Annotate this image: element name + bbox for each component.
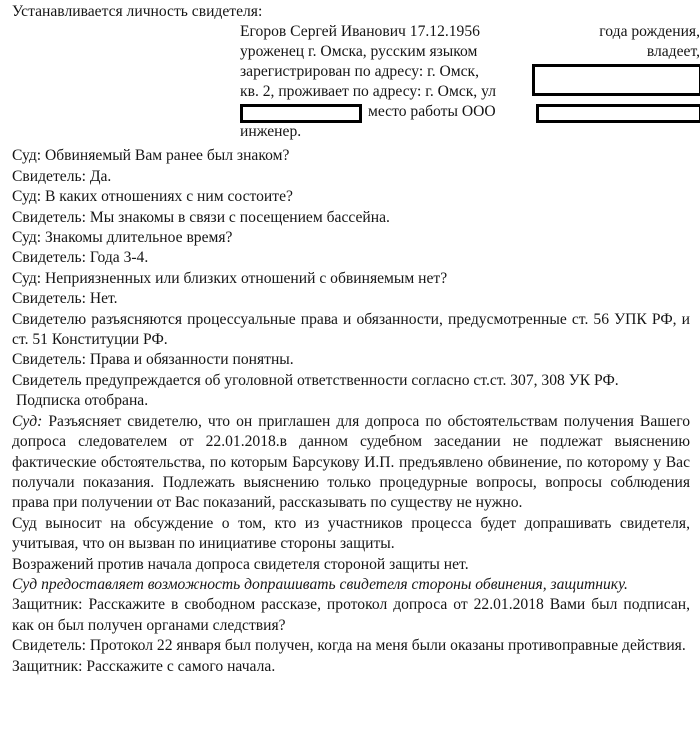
court-grants-paragraph: Суд предоставляет возможность допрашивать свидетеля стороны обвинения, защитнику.	[12, 575, 628, 593]
dialog-line-5: Суд: Знакомы длительное время?	[12, 229, 233, 247]
discussion-paragraph: Суд выносит на обсуждение о том, кто из участников процесса будет допрашивать свидетеля, учитывая, что он вызван по инициативе стороны защиты.	[12, 514, 690, 553]
court-explains-label: Суд:	[12, 412, 43, 430]
witness-info-block	[240, 22, 700, 146]
redaction-box-address	[532, 64, 700, 96]
witness-info-line-1: Егоров Сергей Иванович 17.12.1956	[240, 23, 480, 41]
dialog-line-6: Свидетель: Года 3-4.	[12, 249, 149, 267]
defender-question-2: Защитник: Расскажите с самого начала.	[12, 657, 276, 675]
court-explains-paragraph	[12, 412, 690, 514]
no-objections-line: Возражений против начала допроса свидетеля стороной защиты нет.	[12, 555, 469, 573]
dialog-line-2: Свидетель: Да.	[12, 167, 112, 185]
redaction-box-street	[240, 104, 362, 123]
redaction-box-employer	[536, 104, 700, 123]
witness-info-line-3: зарегистрирован по адресу: г. Омск,	[240, 63, 480, 81]
dialog-line-8: Свидетель: Нет.	[12, 290, 118, 308]
witness-info-line-4: кв. 2, проживает по адресу: г. Омск, ул	[240, 83, 497, 101]
rights-explained-paragraph: Свидетелю разъясняются процессуальные права и обязанности, предусмотренные ст. 56 УПК РФ, и ст. 51 Конституции РФ.	[12, 310, 690, 349]
identity-heading: Устанавливается личность свидетеля:	[12, 3, 263, 20]
witness-answer-1: Свидетель: Протокол 22 января был получен, когда на меня были оказаны противоправные действия.	[12, 637, 686, 655]
subscription-line: Подписка отобрана.	[16, 392, 149, 410]
witness-info-line-1-end: года рождения,	[599, 23, 700, 41]
witness-info-line-6: инженер.	[240, 123, 302, 141]
warning-line: Свидетель предупреждается об уголовной ответственности согласно ст.ст. 307, 308 УК РФ.	[12, 371, 619, 389]
dialog-line-4: Свидетель: Мы знакомы в связи с посещением бассейна.	[12, 208, 390, 226]
witness-info-line-5: место работы ООО	[368, 103, 496, 121]
dialog-line-1: Суд: Обвиняемый Вам ранее был знаком?	[12, 147, 290, 165]
court-explains-text: Разъясняет свидетелю, что он приглашен для допроса по обстоятельствам получения Вашего допроса следователем от 22.01.2018.в данном судебном заседании не подлежат выяснению фактические обстоятельства, по которым Барсукову И.П. предъявлено обвинение, по которому у Вас получали показания. Подлежать выяснению только процедурные вопросы, вопросы соблюдения права при получении от Вас показаний, рассказывать по существу не нужно.	[12, 412, 690, 512]
witness-info-line-2-end: владеет,	[646, 43, 700, 61]
dialog-line-7: Суд: Неприязненных или близких отношений с обвиняемым нет?	[12, 269, 448, 287]
witness-info-line-2: уроженец г. Омска, русским языком	[240, 43, 478, 61]
dialog-line-3: Суд: В каких отношениях с ним состоите?	[12, 188, 293, 206]
rights-understood-line: Свидетель: Права и обязанности понятны.	[12, 351, 294, 369]
defender-question-1: Защитник: Расскажите в свободном рассказе, протокол допроса от 22.01.2018 Вами был подписан, как он был получен органами следствия?	[12, 596, 690, 634]
